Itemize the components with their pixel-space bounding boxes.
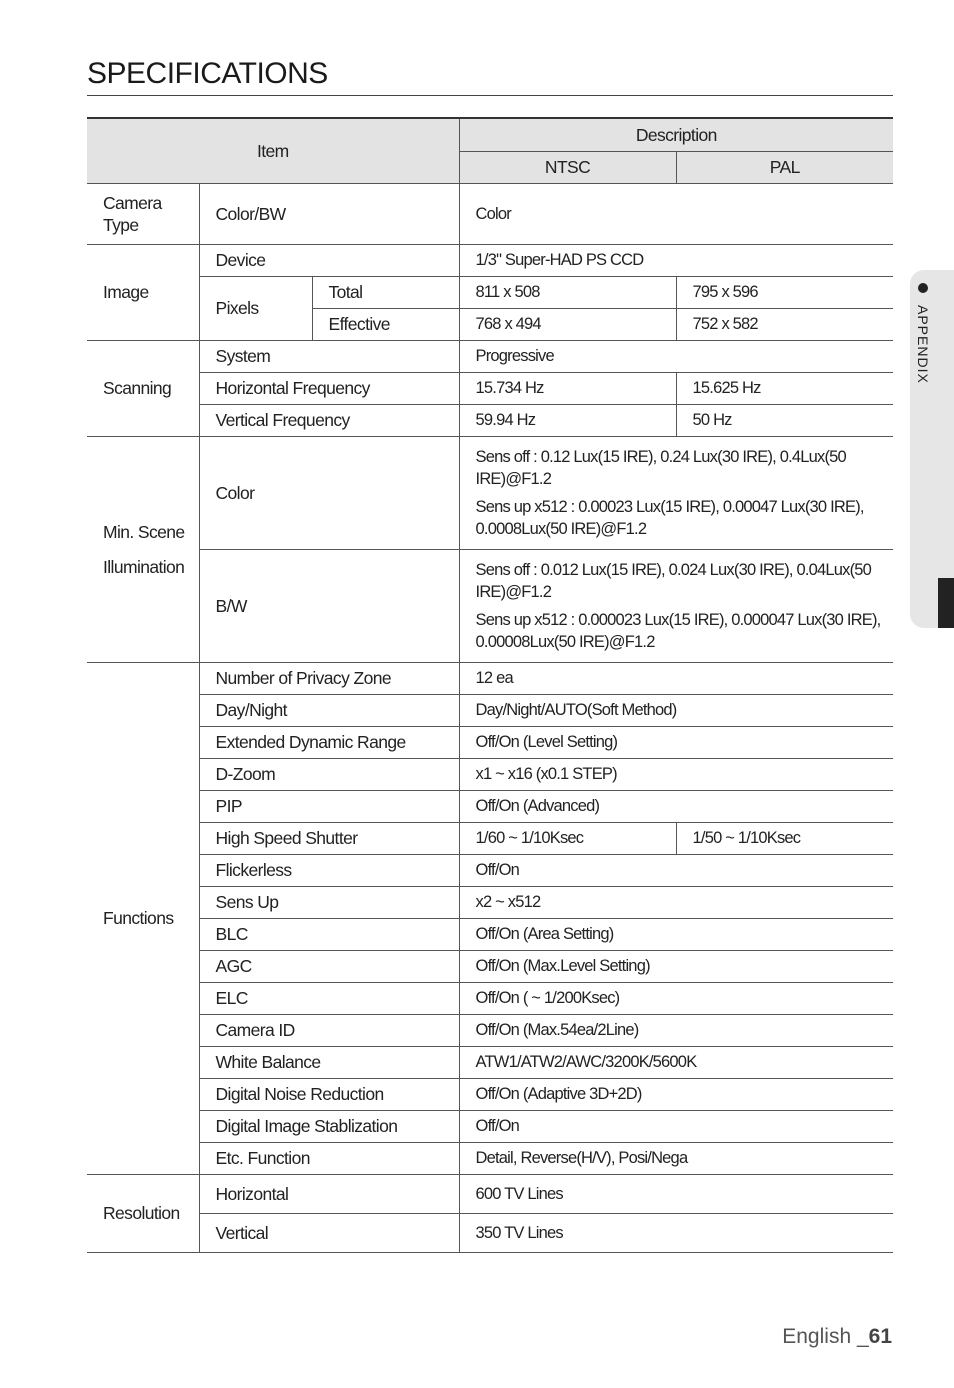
row-label-resolution: Resolution (87, 1174, 199, 1252)
table-row (87, 1174, 893, 1213)
cell-label: Digital Image Stablization (199, 1110, 459, 1142)
side-tab-marker (938, 578, 954, 628)
cell-value-ntsc: 768 x 494 (459, 308, 676, 340)
cell-label: BLC (199, 918, 459, 950)
cell-value: Progressive (459, 340, 893, 372)
cell-label: Horizontal (199, 1174, 459, 1213)
table-row (87, 854, 893, 886)
cell-value: 12 ea (459, 662, 893, 694)
table-row (87, 950, 893, 982)
cell-label: Flickerless (199, 854, 459, 886)
table-row (87, 549, 893, 662)
cell-label: Etc. Function (199, 1142, 459, 1174)
table-row (87, 662, 893, 694)
cell-value: ATW1/ATW2/AWC/3200K/5600K (459, 1046, 893, 1078)
cell-value-ntsc: 811 x 508 (459, 276, 676, 308)
cell-label: Effective (312, 308, 459, 340)
cell-value-ntsc: 1/60 ~ 1/10Ksec (459, 822, 676, 854)
cell-value: Off/On (Max.54ea/2Line) (459, 1014, 893, 1046)
header-description: Description (459, 118, 893, 151)
header-item: Item (87, 118, 459, 183)
cell-value: Off/On ( ~ 1/200Ksec) (459, 982, 893, 1014)
cell-value: Color (459, 183, 893, 244)
table-row (87, 244, 893, 276)
cell-label: PIP (199, 790, 459, 822)
cell-label: Digital Noise Reduction (199, 1078, 459, 1110)
cell-value: Off/On (Advanced) (459, 790, 893, 822)
label-line: Min. Scene (103, 521, 185, 542)
value-line: Sens off : 0.12 Lux(15 IRE), 0.24 Lux(30 IRE), 0.4Lux(50 IRE)@F1.2 (475, 447, 846, 488)
specifications-table (87, 117, 893, 1253)
cell-value: Day/Night/AUTO(Soft Method) (459, 694, 893, 726)
cell-value-pal: 795 x 596 (676, 276, 893, 308)
header-ntsc: NTSC (459, 151, 676, 183)
row-label-scanning: Scanning (87, 340, 199, 436)
table-header-row (87, 118, 893, 151)
cell-label: White Balance (199, 1046, 459, 1078)
cell-value-pal: 752 x 582 (676, 308, 893, 340)
cell-value: Off/On (Level Setting) (459, 726, 893, 758)
cell-label: Color/BW (199, 183, 459, 244)
table-row (87, 1046, 893, 1078)
table-row (87, 758, 893, 790)
cell-label: High Speed Shutter (199, 822, 459, 854)
bullet-icon (918, 283, 928, 293)
table-row (87, 822, 893, 854)
table-row (87, 1213, 893, 1252)
table-row (87, 726, 893, 758)
page-title: SPECIFICATIONS (87, 57, 328, 90)
cell-value-pal: 15.625 Hz (676, 372, 893, 404)
cell-value: 350 TV Lines (459, 1213, 893, 1252)
cell-label: D-Zoom (199, 758, 459, 790)
cell-label: B/W (199, 549, 459, 662)
footer-language: English _ (782, 1325, 869, 1348)
cell-value: Off/On (Adaptive 3D+2D) (459, 1078, 893, 1110)
cell-label: Color (199, 436, 459, 549)
table-row (87, 340, 893, 372)
cell-label: Vertical (199, 1213, 459, 1252)
cell-value (459, 549, 893, 662)
table-row (87, 886, 893, 918)
table-row (87, 1142, 893, 1174)
title-divider (87, 95, 893, 96)
cell-value: Off/On (459, 854, 893, 886)
page-number: 61 (868, 1325, 892, 1348)
cell-value: Off/On (Max.Level Setting) (459, 950, 893, 982)
cell-label: Number of Privacy Zone (199, 662, 459, 694)
side-tab-label: APPENDIX (915, 305, 931, 384)
label-line: Illumination (103, 556, 185, 577)
table-row (87, 183, 893, 244)
cell-label: Day/Night (199, 694, 459, 726)
cell-label: Sens Up (199, 886, 459, 918)
table-row (87, 790, 893, 822)
cell-label: Camera ID (199, 1014, 459, 1046)
cell-value-pal: 50 Hz (676, 404, 893, 436)
cell-label: Device (199, 244, 459, 276)
row-label-functions: Functions (87, 662, 199, 1174)
table-row (87, 276, 893, 308)
page-footer (782, 1325, 892, 1349)
table-row (87, 982, 893, 1014)
cell-label: Vertical Frequency (199, 404, 459, 436)
table-row (87, 1014, 893, 1046)
table-row (87, 918, 893, 950)
header-pal: PAL (676, 151, 893, 183)
cell-value: Detail, Reverse(H/V), Posi/Nega (459, 1142, 893, 1174)
cell-value: 1/3" Super-HAD PS CCD (459, 244, 893, 276)
cell-value: 600 TV Lines (459, 1174, 893, 1213)
cell-value-ntsc: 15.734 Hz (459, 372, 676, 404)
cell-value-pal: 1/50 ~ 1/10Ksec (676, 822, 893, 854)
cell-value (459, 436, 893, 549)
table-row (87, 694, 893, 726)
cell-value: x1 ~ x16 (x0.1 STEP) (459, 758, 893, 790)
cell-label: System (199, 340, 459, 372)
row-label-image: Image (87, 244, 199, 340)
value-line: Sens off : 0.012 Lux(15 IRE), 0.024 Lux(30 IRE), 0.04Lux(50 IRE)@F1.2 (475, 560, 872, 601)
value-line: Sens up x512 : 0.000023 Lux(15 IRE), 0.000047 Lux(30 IRE), 0.00008Lux(50 IRE)@F1.2 (475, 610, 881, 651)
table-row (87, 1110, 893, 1142)
value-line: Sens up x512 : 0.00023 Lux(15 IRE), 0.00047 Lux(30 IRE), 0.0008Lux(50 IRE)@F1.2 (475, 497, 864, 538)
row-label-camera-type: Camera Type (87, 183, 199, 244)
table-row (87, 404, 893, 436)
cell-label: AGC (199, 950, 459, 982)
cell-label: ELC (199, 982, 459, 1014)
cell-label: Extended Dynamic Range (199, 726, 459, 758)
cell-label: Pixels (199, 276, 312, 340)
cell-label: Total (312, 276, 459, 308)
table-row (87, 436, 893, 549)
cell-value-ntsc: 59.94 Hz (459, 404, 676, 436)
table-row (87, 372, 893, 404)
cell-label: Horizontal Frequency (199, 372, 459, 404)
table-row (87, 1078, 893, 1110)
row-label-illumination (87, 436, 199, 662)
cell-value: x2 ~ x512 (459, 886, 893, 918)
cell-value: Off/On (459, 1110, 893, 1142)
cell-value: Off/On (Area Setting) (459, 918, 893, 950)
